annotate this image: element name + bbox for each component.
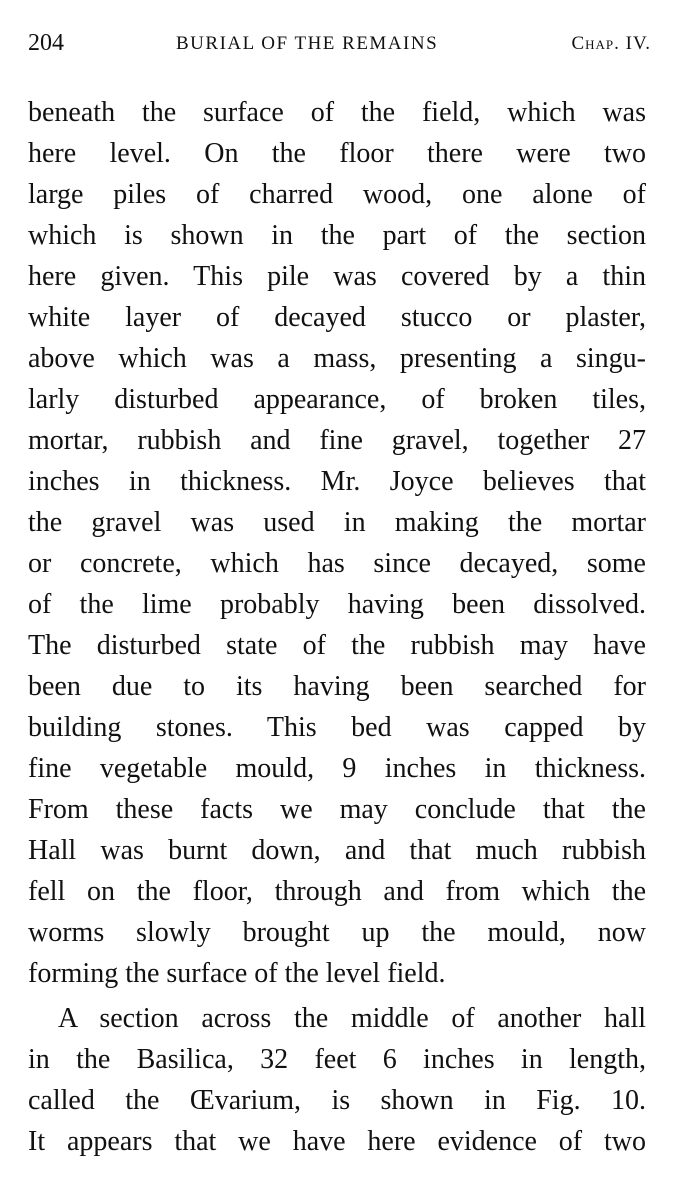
text-line: It appears that we have here evidence of two [28,1126,646,1157]
text-line: The disturbed state of the rubbish may have [28,630,646,661]
text-line: large piles of charred wood, one alone of [28,179,646,210]
text-line: larly disturbed appearance, of broken tiles, [28,384,646,415]
text-line: here given. This pile was covered by a thin [28,261,646,292]
text-line: or concrete, which has since decayed, some [28,548,646,579]
text-line: in the Basilica, 32 feet 6 inches in length, [28,1044,646,1075]
text-line: here level. On the floor there were two [28,138,646,169]
text-line: building stones. This bed was capped by [28,712,646,743]
text-line: beneath the surface of the field, which was [28,97,646,128]
paragraph [28,998,646,1162]
text-line: mortar, rubbish and fine gravel, together 27 [28,425,646,456]
text-line: of the lime probably having been dissolved. [28,589,646,620]
text-line: Hall was burnt down, and that much rubbish [28,835,646,866]
chapter-label: Chap. IV. [571,33,651,54]
running-header [28,30,651,66]
text-line: called the Œvarium, is shown in Fig. 10. [28,1085,646,1116]
text-line: inches in thickness. Mr. Joyce believes that [28,466,646,497]
text-line: been due to its having been searched for [28,671,646,702]
text-line: fine vegetable mould, 9 inches in thickness. [28,753,646,784]
text-line: above which was a mass, presenting a singu- [28,343,646,374]
text-line: From these facts we may conclude that the [28,794,646,825]
text-line: the gravel was used in making the mortar [28,507,646,538]
text-line: fell on the floor, through and from which the [28,876,646,907]
page-number: 204 [28,30,64,56]
text-line: worms slowly brought up the mould, now [28,917,646,948]
text-line: which is shown in the part of the section [28,220,646,251]
paragraph [28,92,646,994]
running-title: BURIAL OF THE REMAINS [176,33,439,54]
text-line: A section across the middle of another hall [58,1003,646,1034]
text-line: white layer of decayed stucco or plaster, [28,302,646,333]
body-text [28,92,646,1162]
text-line: forming the surface of the level field. [28,958,446,989]
